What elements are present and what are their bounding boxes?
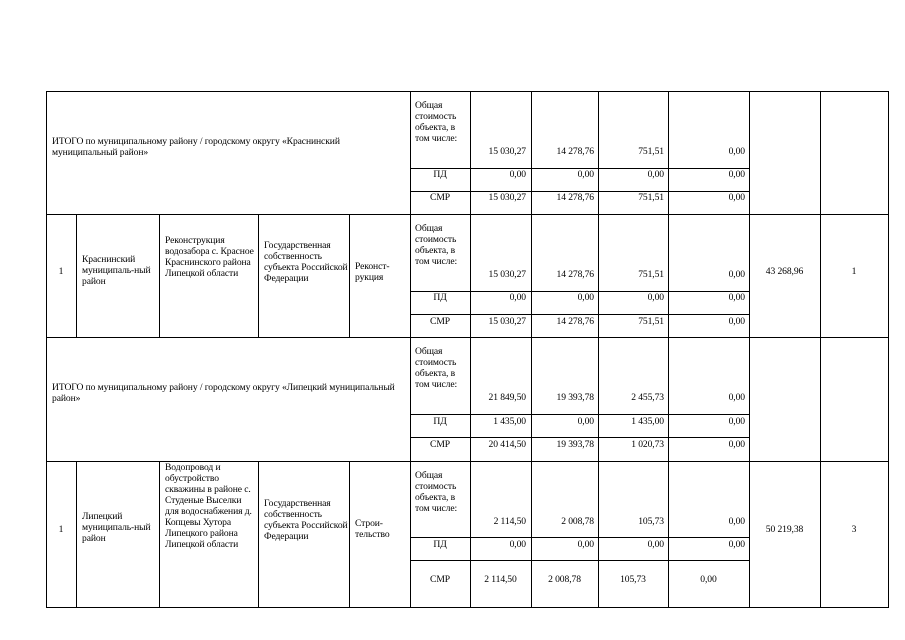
value-cell: 2 008,78	[561, 516, 594, 527]
row-label-smr: СМР	[430, 439, 450, 450]
district-name: Липецкий муниципаль-ный район	[82, 511, 151, 544]
value-cell: 0,00	[728, 539, 745, 550]
value-cell: 15 030,27	[488, 316, 526, 327]
value-cell: 0,00	[728, 146, 745, 157]
value-cell: 1 020,73	[631, 439, 664, 450]
row-line	[410, 314, 750, 315]
value-cell: 0,00	[577, 416, 594, 427]
value-cell: 0,00	[509, 292, 526, 303]
table-border-bottom	[46, 607, 889, 608]
value-cell: 0,00	[577, 539, 594, 550]
budget-table	[46, 91, 889, 608]
table-border-right	[888, 91, 889, 608]
ownership-type: Государственная собственность субъекта Российской Федерации	[264, 498, 348, 542]
value-cell: 0,00	[728, 169, 745, 180]
value-cell: 751,51	[638, 146, 664, 157]
value-cell: 0,00	[577, 292, 594, 303]
value-cell: 2 114,50	[484, 574, 517, 585]
value-cell: 0,00	[577, 169, 594, 180]
object-number: 1	[58, 266, 64, 277]
value-cell: 105,73	[620, 574, 646, 585]
value-cell: 1 435,00	[493, 416, 526, 427]
row-label-pd: ПД	[433, 292, 447, 303]
col-line	[258, 214, 259, 338]
row-label-total: Общая стоимость объекта, в том числе:	[415, 346, 458, 390]
extra-value: 43 268,96	[765, 266, 804, 277]
value-cell: 0,00	[700, 574, 717, 585]
section-title: ИТОГО по муниципальному району / городскому округу «Краснинский муниципальный район»	[52, 136, 340, 158]
section-title: ИТОГО по муниципальному району / городскому округу «Липецкий муниципальный район»	[52, 382, 395, 404]
row-line	[410, 437, 750, 438]
value-cell: 751,51	[638, 192, 664, 203]
value-cell: 0,00	[728, 392, 745, 403]
value-cell: 19 393,78	[556, 392, 594, 403]
section-divider	[46, 337, 889, 338]
col-line	[349, 461, 350, 608]
row-label-total: Общая стоимость объекта, в том числе:	[415, 100, 458, 144]
col-line	[159, 214, 160, 338]
col-line	[349, 214, 350, 338]
row-line	[410, 560, 750, 561]
value-cell: 0,00	[728, 292, 745, 303]
row-label-smr: СМР	[430, 192, 450, 203]
value-cell: 21 849,50	[488, 392, 526, 403]
district-name: Краснинский муниципаль-ный район	[82, 254, 151, 287]
value-cell: 14 278,76	[556, 269, 594, 280]
object-number: 1	[58, 524, 64, 535]
object-name: Реконструкция водозабора с. Красное Краснинского района Липецкой области	[165, 235, 254, 279]
col-line	[76, 214, 77, 338]
value-cell: 2 008,78	[548, 574, 581, 585]
value-cell: 0,00	[728, 269, 745, 280]
value-cell: 14 278,76	[556, 316, 594, 327]
ownership-type: Государственная собственность субъекта Российской Федерации	[264, 240, 348, 284]
value-cell: 751,51	[638, 269, 664, 280]
value-cell: 0,00	[728, 516, 745, 527]
value-cell: 0,00	[647, 539, 664, 550]
value-cell: 2 114,50	[493, 516, 526, 527]
row-label-pd: ПД	[433, 416, 447, 427]
value-cell: 15 030,27	[488, 146, 526, 157]
value-cell: 0,00	[728, 316, 745, 327]
extra-value: 50 219,38	[765, 524, 804, 535]
row-label-pd: ПД	[433, 539, 447, 550]
value-cell: 0,00	[509, 169, 526, 180]
row-line	[410, 537, 750, 538]
work-type: Реконст-рукция	[355, 261, 390, 283]
col-line	[258, 461, 259, 608]
value-cell: 2 455,73	[631, 392, 664, 403]
value-cell: 0,00	[728, 439, 745, 450]
section-divider	[46, 214, 889, 215]
row-label-smr: СМР	[430, 574, 450, 585]
value-cell: 19 393,78	[556, 439, 594, 450]
row-line	[410, 414, 750, 415]
row-label-total: Общая стоимость объекта, в том числе:	[415, 470, 458, 514]
value-cell: 15 030,27	[488, 269, 526, 280]
value-cell: 0,00	[728, 416, 745, 427]
work-type: Строи-тельство	[355, 518, 390, 540]
extra-count: 1	[851, 266, 857, 277]
col-line	[76, 461, 77, 608]
value-cell: 105,73	[638, 516, 664, 527]
extra-count: 3	[851, 524, 857, 535]
value-cell: 14 278,76	[556, 192, 594, 203]
value-cell: 20 414,50	[488, 439, 526, 450]
value-cell: 0,00	[728, 192, 745, 203]
row-label-pd: ПД	[433, 169, 447, 180]
value-cell: 14 278,76	[556, 146, 594, 157]
col-line	[159, 461, 160, 608]
object-name: Водопровод и обустройство скважины в районе с. Студеные Выселки для водоснабжения д. Копцевы Хутора Липецкого района Липецкой области	[165, 462, 252, 550]
value-cell: 1 435,00	[631, 416, 664, 427]
value-cell: 0,00	[509, 539, 526, 550]
table-border-top	[46, 91, 889, 92]
value-cell: 0,00	[647, 169, 664, 180]
value-cell: 751,51	[638, 316, 664, 327]
value-cell: 15 030,27	[488, 192, 526, 203]
row-label-total: Общая стоимость объекта, в том числе:	[415, 223, 458, 267]
value-cell: 0,00	[647, 292, 664, 303]
row-label-smr: СМР	[430, 316, 450, 327]
